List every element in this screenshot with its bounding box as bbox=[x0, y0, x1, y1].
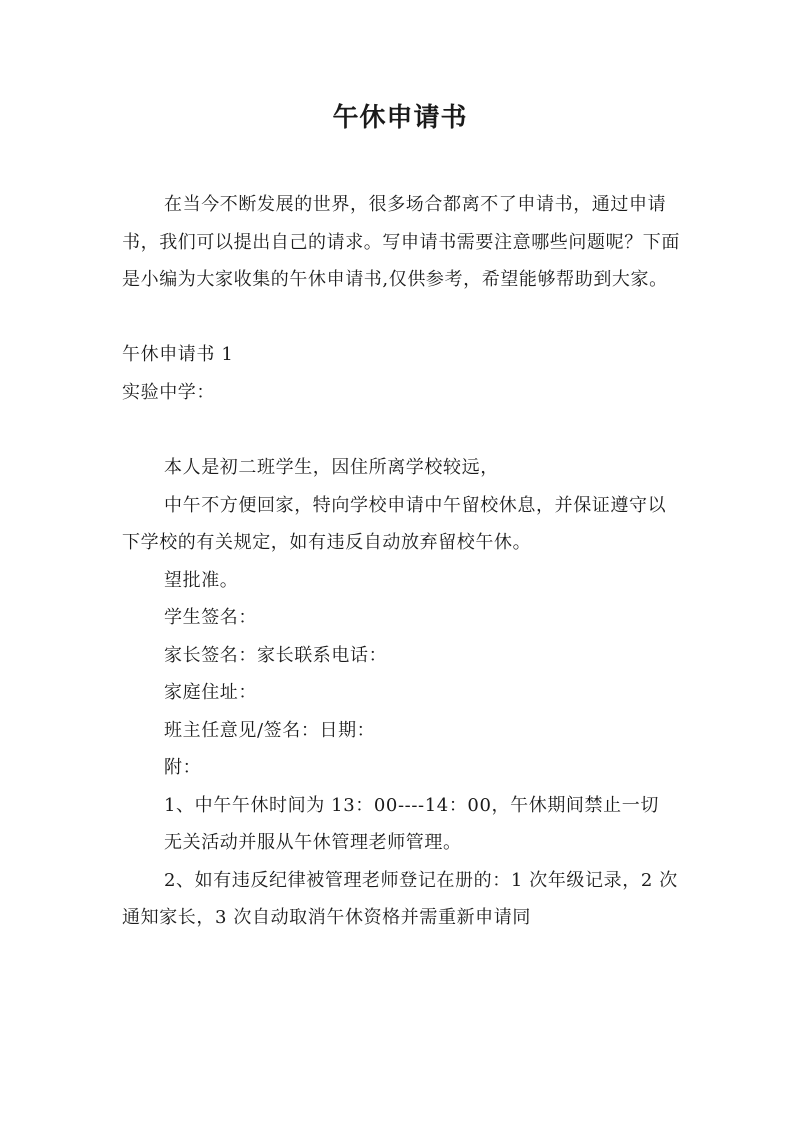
document-content bbox=[122, 186, 682, 937]
appendix-rule: 2、如有违反纪律被管理老师登记在册的：1 次年级记录，2 次通知家长，3 次自动取消午休资格并需重新申请同 bbox=[122, 869, 678, 928]
spacer bbox=[122, 411, 682, 449]
teacher-opinion-line: 班主任意见/签名：日期： bbox=[164, 719, 376, 741]
document-title: 午休申请书 bbox=[332, 103, 468, 133]
body-paragraph: 中午不方便回家，特向学校申请中午留校休息，并保证遵守以下学校的有关规定，如有违反自动放弃留校午休。 bbox=[122, 494, 667, 553]
appendix-label: 附： bbox=[164, 757, 202, 778]
appendix-rule: 1、中午午休时间为 13：00----14：00，午休期间禁止一切 bbox=[164, 794, 659, 816]
home-address-line: 家庭住址： bbox=[164, 682, 257, 703]
spacer bbox=[122, 299, 682, 337]
parent-signature-line: 家长签名：家长联系电话： bbox=[164, 644, 388, 666]
body-paragraph: 本人是初二班学生，因住所离学校较远， bbox=[164, 457, 499, 478]
appendix-rule-continued: 无关活动并服从午休管理老师管理。 bbox=[164, 832, 462, 853]
addressee: 实验中学： bbox=[122, 381, 215, 403]
intro-paragraph: 在当今不断发展的世界，很多场合都离不了申请书，通过申请书，我们可以提出自己的请求。写申请书需要注意哪些问题呢？下面是小编为大家收集的午休申请书,仅供参考，希望能够帮助到大家。 bbox=[122, 194, 680, 290]
body-paragraph: 望批准。 bbox=[164, 569, 239, 591]
section-heading: 午休申请书 1 bbox=[122, 344, 234, 365]
student-signature-line: 学生签名： bbox=[164, 607, 257, 628]
